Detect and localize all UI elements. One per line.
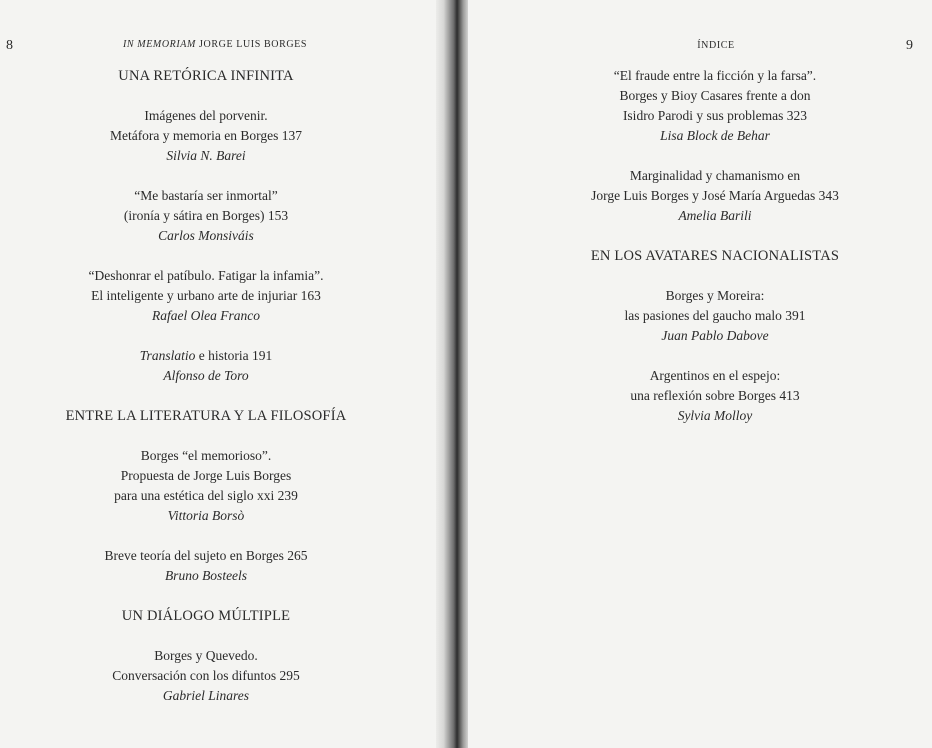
entry-author: Sylvia Molloy xyxy=(677,408,753,423)
section-heading: UNA RETÓRICA INFINITA xyxy=(118,68,294,84)
entry-author: Amelia Barili xyxy=(678,208,752,223)
page-number-right: 9 xyxy=(906,38,913,53)
entry-author: Carlos Monsiváis xyxy=(158,228,254,243)
entry-title-line: Breve teoría del sujeto en Borges 265 xyxy=(104,548,308,563)
entry-author: Juan Pablo Dabove xyxy=(661,328,769,343)
toc-entry xyxy=(530,66,900,146)
toc-entry xyxy=(30,646,382,706)
toc-left-column xyxy=(30,66,382,706)
entry-title-line: para una estética del siglo xxi 239 xyxy=(114,488,298,503)
running-head-italic: IN MEMORIAM xyxy=(122,39,196,50)
entry-title-rest: e historia 191 xyxy=(195,348,273,363)
toc-entry xyxy=(530,166,900,226)
toc-entry xyxy=(30,186,382,246)
entry-title-line: (ironía y sátira en Borges) 153 xyxy=(123,208,289,223)
entry-title-line: Borges “el memorioso”. xyxy=(140,448,272,463)
section-heading: ENTRE LA LITERATURA Y LA FILOSOFÍA xyxy=(65,408,347,424)
entry-title-line: Borges y Bioy Casares frente a don xyxy=(619,88,811,103)
entry-title-line: Borges y Moreira: xyxy=(665,288,765,303)
entry-title-line: “Me bastaría ser inmortal” xyxy=(134,188,278,203)
entry-title-line: “El fraude entre la ficción y la farsa”. xyxy=(613,68,817,83)
entry-title-line: las pasiones del gaucho malo 391 xyxy=(624,308,806,323)
book-spine-gutter xyxy=(436,0,470,748)
entry-title-line: una reflexión sobre Borges 413 xyxy=(630,388,800,403)
running-head-right: ÍNDICE xyxy=(697,40,735,51)
toc-entry xyxy=(30,266,382,326)
entry-title-line: Isidro Parodi y sus problemas 323 xyxy=(622,108,808,123)
toc-entry xyxy=(30,106,382,166)
entry-author: Lisa Block de Behar xyxy=(660,128,770,143)
toc-entry xyxy=(30,546,382,586)
entry-author: Rafael Olea Franco xyxy=(152,308,260,323)
running-head-rest: JORGE LUIS BORGES xyxy=(195,39,308,50)
entry-title-line: Metáfora y memoria en Borges 137 xyxy=(109,128,303,143)
entry-title-line: Propuesta de Jorge Luis Borges xyxy=(120,468,292,483)
entry-title-line: Imágenes del porvenir. xyxy=(144,108,268,123)
entry-title-line: Conversación con los difuntos 295 xyxy=(112,668,300,683)
section-heading: UN DIÁLOGO MÚLTIPLE xyxy=(121,608,291,624)
entry-title-line: Argentinos en el espejo: xyxy=(649,368,781,383)
entry-author: Gabriel Linares xyxy=(162,688,250,703)
entry-title-line: “Deshonrar el patíbulo. Fatigar la infamia”. xyxy=(88,268,324,283)
entry-author: Vittoria Borsò xyxy=(167,508,245,523)
toc-entry xyxy=(530,366,900,426)
entry-title-line xyxy=(30,346,382,366)
entry-title-line: Marginalidad y chamanismo en xyxy=(629,168,801,183)
toc-entry xyxy=(30,346,382,386)
running-head-left xyxy=(100,39,330,50)
entry-title-italic: Translatio xyxy=(139,348,196,363)
toc-entry xyxy=(530,286,900,346)
page-number-left: 8 xyxy=(6,38,13,53)
right-page xyxy=(468,0,932,748)
toc-right-column xyxy=(530,66,900,426)
section-heading: EN LOS AVATARES NACIONALISTAS xyxy=(590,248,840,264)
left-page xyxy=(0,0,440,748)
toc-entry xyxy=(30,446,382,526)
entry-title-line: Jorge Luis Borges y José María Arguedas 343 xyxy=(591,188,839,203)
entry-title-line: El inteligente y urbano arte de injuriar 163 xyxy=(91,288,321,303)
entry-author: Silvia N. Barei xyxy=(166,148,246,163)
entry-title-line: Borges y Quevedo. xyxy=(154,648,258,663)
entry-author: Bruno Bosteels xyxy=(164,568,248,583)
entry-author: Alfonso de Toro xyxy=(163,368,249,383)
